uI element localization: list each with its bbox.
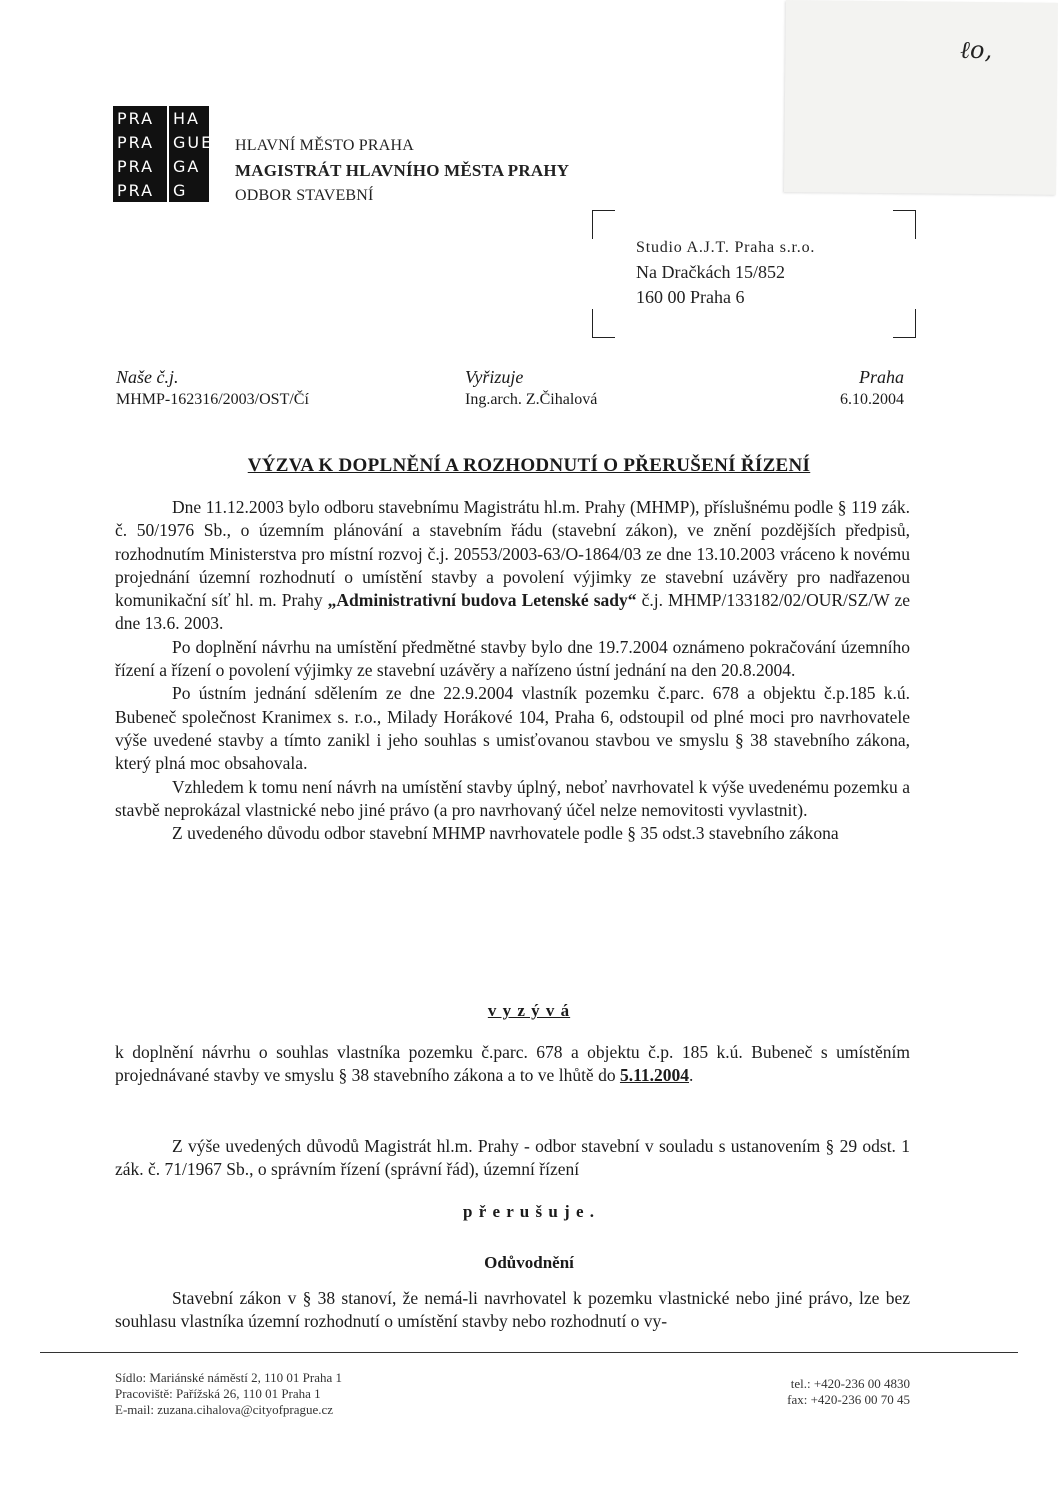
deadline-date: 5.11.2004 [619,1065,689,1086]
handled-by-value: Ing.arch. Z.Čihalová [465,391,598,408]
footer-contacts [740,1376,910,1408]
footer-fax: fax: +420-236 00 70 45 [787,1392,910,1407]
handled-by-label: Vyřizuje [465,367,524,387]
paragraph: Z výše uvedených důvodů Magistrát hl.m. Prahy - odbor stavební v souladu s ustanovením § 29 odst. 1 zák. č. 71/1967 Sb., o správním řízení (správní řád), územní řízení [115,1136,910,1180]
our-ref-value: MHMP-162316/2003/OST/Čí [116,391,309,408]
paragraph-text: Dne 11.12.2003 bylo odboru stavebnímu Magistrátu hl.m. Prahy (MHMP), příslušnému podle § 119 zák. č. 50/1976 Sb., o územním plánování a stavebním řádu (stavební zákon), ve znění pozdějších předpisů, rozhodnutím Ministerstva pro místní rozvoj č.j. 20553/2003-63/O-1864/03 ze dne 13.10.2003 vráceno k novému projednání územní rozhodnutí o umístění stavby a povolení výjimky ze stavební uzávěry pro nadřazenou komunikační síť hl. m. Prahy [115,497,910,611]
paragraph: Z uvedeného důvodu odbor stavební MHMP navrhovatele podle § 35 odst.3 stavebního zákona [172,823,839,844]
handwritten-mark: ℓo, [960,36,993,64]
logo-text: HA [173,108,200,128]
org-department: ODBOR STAVEBNÍ [235,187,374,204]
org-magistrate: MAGISTRÁT HLAVNÍHO MĚSTA PRAHY [235,161,570,180]
footer-address [115,1370,342,1418]
recipient-name: Studio A.J.T. Praha s.r.o. [636,239,816,256]
document-title: VÝZVA K DOPLNĚNÍ A ROZHODNUTÍ O PŘERUŠENÍ ŘÍZENÍ [247,455,811,476]
calls-heading: v y z ý v á [487,1001,571,1020]
place-label: Praha [859,367,904,387]
body-section-1 [115,496,910,845]
paragraph: Vzhledem k tomu není návrh na umístění stavby úplný, neboť navrhovatel k výše uvedenému pozemku a stavbě neprokázal vlastnické nebo jiné právo (a pro navrhovaný účel nelze nemovitosti vyvlastnit). [115,776,910,820]
paragraph [115,496,910,636]
body-section-3 [115,1135,910,1182]
address-corner-bottom-left [592,309,615,338]
paragraph: Po ústním jednání sdělením ze dne 22.9.2004 vlastník pozemku č.parc. 678 a objektu č.p.185 k.ú. Bubeneč společnost Kranimex s. r.o., Milady Horákové 104, Praha 6, odstoupil od plné moci pro navrhovatele výše uvedené stavby a tímto zanikl i jeho souhlas s umisťovanou stavbou ve smyslu § 38 stavebního zákona, který plná moc obsahovala. [115,683,910,774]
address-corner-top-right [893,210,916,239]
paragraph: Stavební zákon v § 38 stanoví, že nemá-li navrhovatel k pozemku vlastnické nebo jiné právo, lze bez souhlasu vlastníka územní rozhodnutí o umístění stavby nebo rozhodnutí o vy- [115,1288,910,1332]
logo-text: G [173,180,188,200]
paragraph [115,1041,910,1088]
logo-text: PRA [113,130,169,154]
justification-heading: Odůvodnění [484,1253,574,1272]
address-corner-bottom-right [893,309,916,338]
footer-divider [40,1352,1018,1353]
body-section-2 [115,1041,910,1088]
paragraph-text: k doplnění návrhu o souhlas vlastníka pozemku č.parc. 678 a objektu č.p. 185 k.ú. Bubeneč s umístěním projednávané stavby ve smyslu § 38 stavebního zákona a to ve lhůtě do [115,1042,910,1086]
sticky-note [784,0,1058,195]
address-corner-top-left [592,210,615,239]
paragraph-text: č.j. MHMP/133182/02/OUR/SZ/W ze dne 13.6. 2003. [115,590,910,634]
footer-workplace: Pracoviště: Pařížská 26, 110 01 Praha 1 [115,1386,321,1401]
paragraph-text: . [689,1065,694,1086]
paragraph: Po doplnění návrhu na umístění předmětné stavby bylo dne 19.7.2004 oznámeno pokračování územního řízení a řízení o povolení výjimky ze stavební uzávěry a nařízeno ústní jednání na den 20.8.2004. [115,636,910,681]
logo-text: PRA [113,178,169,202]
logo-text: PRA [113,154,169,178]
recipient-street: Na Dračkách 15/852 [636,262,785,282]
logo-text: PRA [113,106,169,130]
footer-tel: tel.: +420-236 00 4830 [790,1376,910,1391]
body-section-4 [115,1287,910,1334]
logo-text: GA [173,156,201,176]
footer-email: E-mail: zuzana.cihalova@cityofprague.cz [115,1402,334,1417]
footer-seat: Sídlo: Mariánské náměstí 2, 110 01 Praha 1 [115,1370,342,1385]
interrupts-heading: p ř e r u š u j e . [462,1202,595,1221]
org-city: HLAVNÍ MĚSTO PRAHA [235,137,415,154]
logo-text: GUE [173,132,214,152]
project-name: „Administrativní budova Letenské sady“ [327,590,637,611]
prague-logo [113,106,214,202]
recipient-city: 160 00 Praha 6 [636,287,745,307]
our-ref-label: Naše č.j. [116,367,179,387]
date-value: 6.10.2004 [840,391,904,408]
